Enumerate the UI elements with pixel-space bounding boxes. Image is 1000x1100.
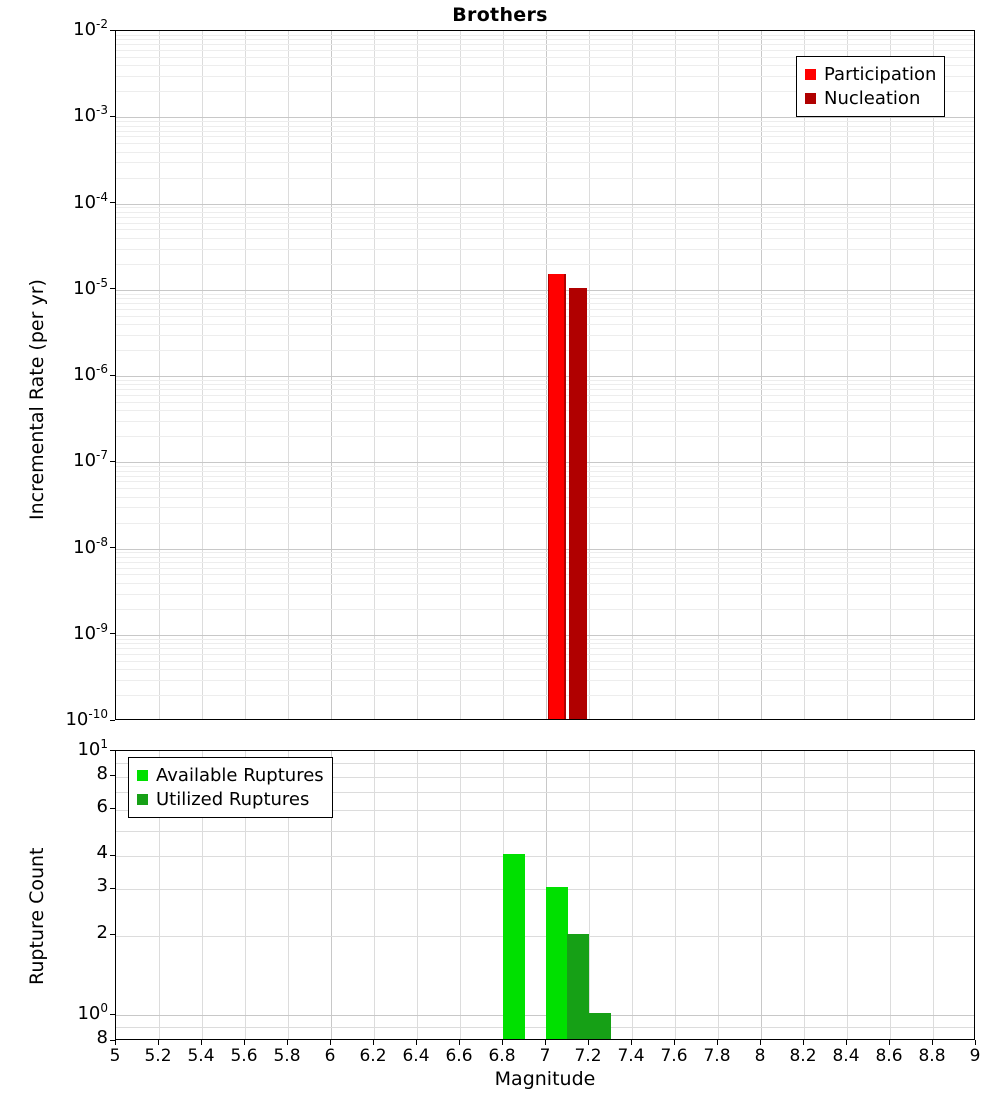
y-tick-label: $10^{-3}$ [73, 103, 108, 127]
gridline-minor [116, 609, 974, 610]
x-tick-label: 6 [324, 1046, 336, 1066]
legend-bottom [128, 757, 333, 818]
y-axis-label-top: Incremental Rate (per yr) [26, 279, 48, 520]
gridline-minor [116, 552, 974, 553]
gridline-minor [116, 178, 974, 179]
gridline-minor [116, 594, 974, 595]
gridline-minor [116, 126, 974, 127]
gridline-vertical [761, 31, 762, 719]
gridline-vertical [847, 31, 848, 719]
bar-participation [549, 274, 564, 719]
x-tick-label: 6.4 [402, 1046, 430, 1066]
gridline-vertical [933, 751, 934, 1039]
x-tick-label: 5.8 [273, 1046, 301, 1066]
gridline-horizontal [116, 635, 974, 636]
y-tick-label: $10^{-4}$ [73, 189, 108, 213]
gridline-minor [116, 136, 974, 137]
y-tick-label: $10^{-2}$ [73, 17, 108, 40]
gridline-minor [116, 488, 974, 489]
gridline-minor [116, 121, 974, 122]
x-tick-mark [459, 1040, 460, 1045]
gridline-horizontal [116, 117, 974, 118]
x-tick-label: 8.6 [875, 1046, 903, 1066]
y-tick-label: 6 [96, 795, 108, 817]
x-tick-label: 9 [969, 1046, 981, 1066]
gridline-minor [116, 39, 974, 40]
gridline-minor [116, 217, 974, 218]
gridline-minor [116, 50, 974, 51]
gridline-minor [116, 497, 974, 498]
x-tick-mark [416, 1040, 417, 1045]
x-tick-mark [201, 1040, 202, 1045]
y-tick-mark [110, 855, 115, 856]
gridline-minor [116, 152, 974, 153]
x-tick-mark [631, 1040, 632, 1045]
legend-swatch-nucleation [805, 93, 816, 104]
gridline-vertical [675, 31, 676, 719]
gridline-vertical [245, 31, 246, 719]
bar-nucleation [569, 288, 587, 719]
x-tick-label: 7.6 [660, 1046, 688, 1066]
gridline-vertical [933, 31, 934, 719]
gridline-minor [116, 562, 974, 563]
y-axis-label-bottom: Rupture Count [26, 847, 48, 985]
y-tick-label: $10^{-8}$ [73, 534, 108, 558]
gridline-minor [116, 695, 974, 696]
bar-available-ruptures [546, 887, 568, 1039]
gridline-vertical [159, 31, 160, 719]
gridline-minor [116, 350, 974, 351]
bar-available-ruptures [503, 854, 525, 1039]
y-tick-mark [110, 547, 115, 548]
legend-item [805, 86, 936, 110]
legend-label: Available Ruptures [156, 764, 324, 786]
gridline-vertical [761, 751, 762, 1039]
gridline-vertical [632, 31, 633, 719]
gridline-minor [116, 162, 974, 163]
page-title: Brothers [452, 4, 548, 26]
x-tick-label: 6.8 [488, 1046, 516, 1066]
y-tick-mark [110, 116, 115, 117]
gridline-vertical [331, 31, 332, 719]
gridline-minor [116, 294, 974, 295]
y-tick-mark [110, 720, 115, 721]
x-tick-mark [115, 1040, 116, 1045]
x-tick-mark [760, 1040, 761, 1045]
y-tick-label: 3 [96, 875, 108, 897]
x-tick-label: 5.4 [187, 1046, 215, 1066]
x-tick-label: 7 [539, 1046, 551, 1066]
gridline-vertical [890, 31, 891, 719]
x-tick-label: 6.2 [359, 1046, 387, 1066]
gridline-minor [116, 380, 974, 381]
gridline-vertical [417, 751, 418, 1039]
y-tick-mark [110, 375, 115, 376]
y-tick-mark [110, 808, 115, 809]
y-tick-label: $10^{-9}$ [73, 620, 108, 644]
x-tick-mark [502, 1040, 503, 1045]
gridline-minor [116, 298, 974, 299]
gridline-minor [116, 212, 974, 213]
gridline-horizontal [116, 376, 974, 377]
x-tick-label: 6.6 [445, 1046, 473, 1066]
gridline-minor [116, 324, 974, 325]
y-tick-mark [110, 288, 115, 289]
gridline-minor [116, 643, 974, 644]
gridline-minor [116, 238, 974, 239]
gridline-vertical [589, 31, 590, 719]
y-tick-mark [110, 750, 115, 751]
y-tick-mark [110, 30, 115, 31]
gridline-minor [116, 648, 974, 649]
x-tick-label: 8.4 [832, 1046, 860, 1066]
gridline-vertical [847, 751, 848, 1039]
y-tick-mark [110, 202, 115, 203]
gridline-minor [116, 476, 974, 477]
x-axis-label: Magnitude [494, 1068, 596, 1090]
gridline-minor [116, 223, 974, 224]
y-tick-mark [110, 775, 115, 776]
x-tick-mark [717, 1040, 718, 1045]
legend-swatch-utilized-ruptures [137, 794, 148, 805]
gridline-vertical [890, 751, 891, 1039]
gridline-minor [116, 316, 974, 317]
gridline-minor [116, 131, 974, 132]
gridline-vertical [288, 31, 289, 719]
x-tick-label: 8 [754, 1046, 766, 1066]
gridline-minor [116, 574, 974, 575]
gridline-vertical [417, 31, 418, 719]
x-tick-mark [545, 1040, 546, 1045]
y-tick-mark [110, 934, 115, 935]
x-tick-label: 5 [109, 1046, 121, 1066]
gridline-vertical [374, 31, 375, 719]
gridline-minor [116, 303, 974, 304]
y-tick-label: 2 [96, 921, 108, 943]
bar-utilized-ruptures [589, 1013, 611, 1039]
gridline-minor [116, 229, 974, 230]
gridline-minor [116, 639, 974, 640]
gridline-horizontal [116, 831, 974, 832]
gridline-vertical [202, 31, 203, 719]
x-tick-mark [244, 1040, 245, 1045]
legend-label: Utilized Ruptures [156, 788, 310, 810]
y-tick-label: $10^{-5}$ [73, 275, 108, 299]
gridline-minor [116, 568, 974, 569]
x-tick-label: 7.2 [574, 1046, 602, 1066]
x-tick-mark [803, 1040, 804, 1045]
incremental-rate-plot [115, 30, 975, 720]
gridline-minor [116, 249, 974, 250]
legend-swatch-participation [805, 69, 816, 80]
gridline-minor [116, 395, 974, 396]
gridline-minor [116, 207, 974, 208]
legend-item [137, 763, 324, 787]
x-tick-mark [674, 1040, 675, 1045]
x-tick-mark [932, 1040, 933, 1045]
gridline-minor [116, 35, 974, 36]
gridline-minor [116, 143, 974, 144]
gridline-minor [116, 680, 974, 681]
gridline-minor [116, 583, 974, 584]
gridline-minor [116, 523, 974, 524]
bar-utilized-ruptures [567, 934, 589, 1039]
gridline-horizontal [116, 549, 974, 550]
gridline-horizontal [116, 462, 974, 463]
gridline-horizontal [116, 204, 974, 205]
gridline-minor [116, 654, 974, 655]
x-tick-mark [373, 1040, 374, 1045]
x-tick-label: 7.8 [703, 1046, 731, 1066]
gridline-vertical [374, 751, 375, 1039]
gridline-minor [116, 264, 974, 265]
gridline-minor [116, 436, 974, 437]
gridline-vertical [804, 31, 805, 719]
y-tick-mark [110, 888, 115, 889]
x-tick-mark [889, 1040, 890, 1045]
x-tick-label: 7.4 [617, 1046, 645, 1066]
gridline-minor [116, 661, 974, 662]
y-tick-label: $10^{-7}$ [73, 448, 108, 472]
gridline-horizontal [116, 856, 974, 857]
y-tick-label: 8 [96, 1027, 108, 1048]
gridline-vertical [632, 751, 633, 1039]
x-tick-mark [158, 1040, 159, 1045]
y-tick-label: 8 [96, 762, 108, 784]
gridline-horizontal [116, 290, 974, 291]
gridline-vertical [675, 751, 676, 1039]
gridline-minor [116, 410, 974, 411]
y-tick-label: $10^1$ [77, 737, 108, 760]
x-tick-mark [330, 1040, 331, 1045]
x-tick-mark [287, 1040, 288, 1045]
gridline-minor [116, 471, 974, 472]
x-tick-label: 5.6 [230, 1046, 258, 1066]
gridline-minor [116, 335, 974, 336]
gridline-minor [116, 669, 974, 670]
y-tick-mark [110, 461, 115, 462]
x-tick-label: 8.2 [789, 1046, 817, 1066]
legend-label: Nucleation [824, 87, 921, 109]
legend-item [805, 62, 936, 86]
y-tick-mark [110, 633, 115, 634]
gridline-minor [116, 421, 974, 422]
gridline-vertical [503, 31, 504, 719]
x-tick-mark [846, 1040, 847, 1045]
x-tick-mark [975, 1040, 976, 1045]
gridline-vertical [804, 751, 805, 1039]
gridline-vertical [718, 751, 719, 1039]
x-tick-label: 5.2 [144, 1046, 172, 1066]
gridline-vertical [460, 751, 461, 1039]
gridline-minor [116, 481, 974, 482]
gridline-minor [116, 384, 974, 385]
gridline-minor [116, 389, 974, 390]
legend-top [796, 56, 945, 117]
gridline-minor [116, 44, 974, 45]
y-tick-mark [110, 1014, 115, 1015]
gridline-minor [116, 309, 974, 310]
gridline-minor [116, 557, 974, 558]
y-tick-label: $10^{-10}$ [65, 707, 108, 730]
legend-label: Participation [824, 63, 937, 85]
gridline-minor [116, 466, 974, 467]
x-tick-label: 8.8 [918, 1046, 946, 1066]
legend-item [137, 787, 324, 811]
gridline-minor [116, 507, 974, 508]
y-tick-label: $10^0$ [77, 1001, 108, 1025]
y-tick-label: $10^{-6}$ [73, 362, 108, 385]
y-tick-label: 4 [96, 842, 108, 864]
gridline-vertical [718, 31, 719, 719]
legend-swatch-available-ruptures [137, 770, 148, 781]
gridline-vertical [460, 31, 461, 719]
x-tick-mark [588, 1040, 589, 1045]
gridline-minor [116, 402, 974, 403]
